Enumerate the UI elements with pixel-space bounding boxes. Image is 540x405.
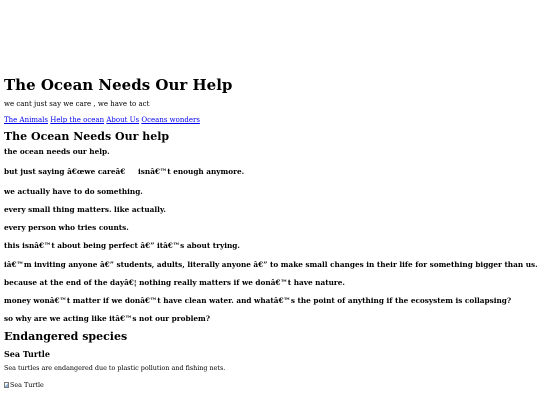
message-line: every small thing matters. like actually. <box>4 205 166 214</box>
page-subtitle: we cant just say we care , we have to act <box>4 100 150 108</box>
message-line: but just saying â€œwe careâ€ isnâ€™t enough anymore. <box>4 167 245 176</box>
message-line: this isnâ€™t about being perfect â€” itâ€™s about trying. <box>4 241 240 250</box>
species-image-alt-text: Sea Turtle <box>10 380 44 389</box>
species-description: Sea turtles are endangered due to plastic pollution and fishing nets. <box>4 364 226 372</box>
message-line: we actually have to do something. <box>4 187 143 196</box>
message-line: every person who tries counts. <box>4 223 129 232</box>
nav-link-oceans-wonders[interactable]: Oceans wonders <box>141 116 200 124</box>
nav-link-about-us[interactable]: About Us <box>106 116 140 124</box>
species-name: Sea Turtle <box>4 349 50 359</box>
message-lines <box>4 147 536 323</box>
message-line: the ocean needs our help. <box>4 147 110 156</box>
main-content <box>4 77 536 392</box>
species-image <box>4 381 44 390</box>
endangered-species-heading: Endangered species <box>4 330 128 343</box>
page-title: The Ocean Needs Our Help <box>4 76 233 94</box>
message-line: iâ€™m inviting anyone â€” students, adults, literally anyone â€” to make small changes in their life for something bigger than us. <box>4 260 538 269</box>
broken-image-icon <box>4 382 9 388</box>
message-line: money wonâ€™t matter if we donâ€™t have clean water. and whatâ€™s the point of anything if the ecosystem is collapsing? <box>4 296 512 305</box>
nav-link-help-the-ocean[interactable]: Help the ocean <box>50 116 105 124</box>
section-heading-help: The Ocean Needs Our help <box>4 130 170 143</box>
nav-link-the-animals[interactable]: The Animals <box>4 116 48 124</box>
message-line: so why are we acting like itâ€™s not our problem? <box>4 314 211 323</box>
message-line: because at the end of the dayâ€¦ nothing really matters if we donâ€™t have nature. <box>4 278 345 287</box>
nav-bar <box>4 115 536 125</box>
